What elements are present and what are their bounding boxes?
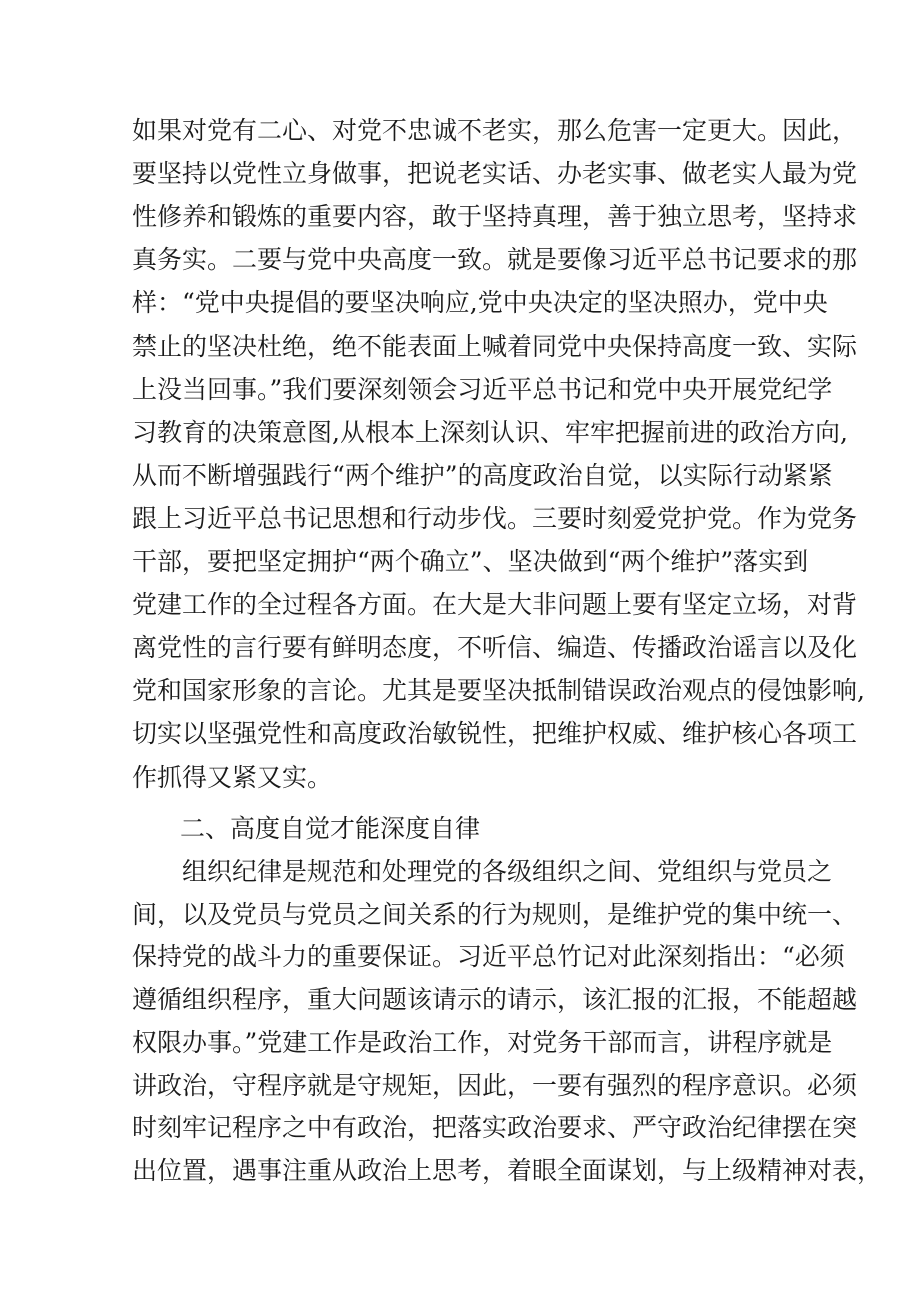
section-heading: 二、高度自觉才能深度自律 [180,814,481,843]
text-line: 切实以坚强党性和高度政治敏锐性，把维护权威、维护核心各项工 [132,719,858,749]
text-line: 出位置，遇事注重从政治上思考，着眼全面谋划，与上级精神对表， [132,1155,883,1185]
text-line: 习教育的决策意图,从根本上深刻认识、牢牢把握前进的政治方向, [132,417,848,447]
text-line: 时刻牢记程序之中有政治，把落实政治要求、严守政治纪律摆在突 [132,1113,858,1143]
text-line: 遵循组织程序，重大问题该请示的请示，该汇报的汇报，不能超越 [132,985,858,1015]
text-line: 组织纪律是规范和处理党的各级组织之间、党组织与党员之 [182,857,833,886]
text-line: 要坚持以党性立身做事，把说老实话、办老实事、做老实人最为党 [132,159,858,189]
text-line: 上没当回事。”我们要深刻领会习近平总书记和党中央开展党纪学 [132,374,833,404]
text-line: 离党性的言行要有鲜明态度，不听信、编造、传播政治谣言以及化 [132,633,858,663]
text-line: 保持党的战斗力的重要保证。习近平总竹记对此深刻指出：“必须 [132,942,845,972]
text-line: 样：“党中央提倡的要坚决响应,党中央决定的坚决照办，党中央 [132,288,828,318]
text-line: 从而不断增强践行“两个维护”的高度政治自觉，以实际行动紧紧 [132,460,833,490]
text-line: 跟上习近平总书记思想和行动步伐。三要时刻爱党护党。作为党务 [132,503,858,533]
text-line: 真务实。二要与党中央高度一致。就是要像习近平总书记要求的那 [132,245,858,275]
text-line: 权限办事。”党建工作是政治工作，对党务干部而言，讲程序就是 [132,1027,833,1057]
text-line: 作抓得又紧又实。 [132,762,333,792]
text-line: 如果对党有二心、对党不忠诚不老实，那么危害一定更大。因此， [132,116,858,145]
text-line: 性修养和锻炼的重要内容，敢于坚持真理，善于独立思考，坚持求 [132,202,858,232]
text-line: 间，以及党员与党员之间关系的行为规则，是维护党的集中统一、 [132,899,858,929]
text-line: 讲政治，守程序就是守规矩，因此，一要有强烈的程序意识。必须 [132,1070,858,1100]
text-line: 党和国家形象的言论。尤其是要坚决抵制错误政治观点的侵蚀影响, [132,676,865,706]
text-line: 干部，要把坚定拥护“两个确立”、坚决做到“两个维护”落实到 [132,547,809,576]
text-line: 党建工作的全过程各方面。在大是大非问题上要有坚定立场，对背 [132,590,858,620]
text-line: 禁止的坚决杜绝，绝不能表面上喊着同党中央保持高度一致、实际 [132,331,858,361]
